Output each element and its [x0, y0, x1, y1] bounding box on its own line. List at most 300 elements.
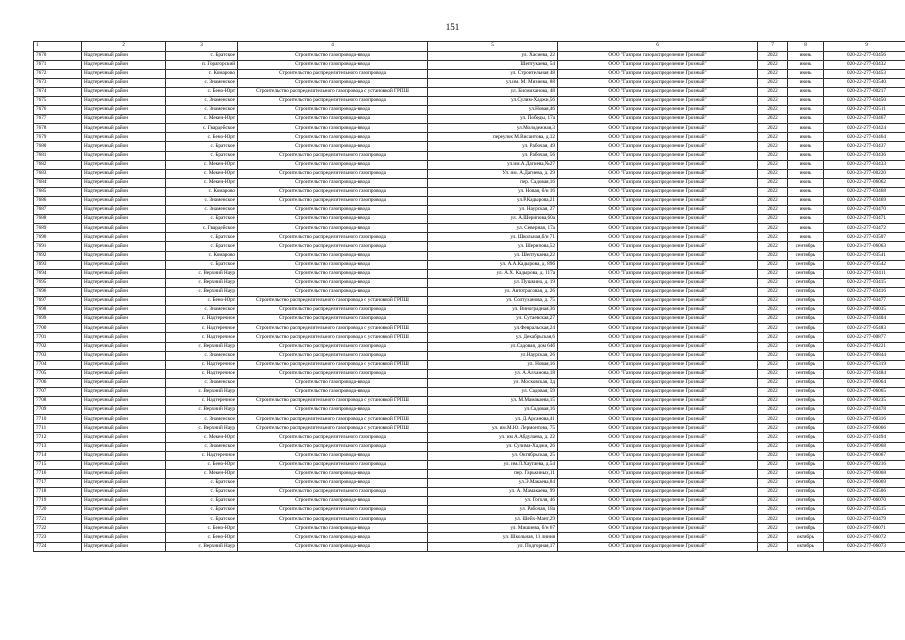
code-cell: 020-23-277-00217 [824, 87, 905, 96]
address-cell: переулок М.Висаитова, д.12 [428, 133, 558, 142]
address-cell: ул. Школьная,б/н 71 [428, 233, 558, 242]
work-type-cell: Строительство распределительного газопровода [238, 197, 428, 206]
work-type-cell: Строительство распределительного газопровода [238, 506, 428, 515]
month-cell: сентябрь [788, 287, 824, 296]
district-cell: Надтеречный район [82, 260, 166, 269]
row-number: 7679 [34, 133, 82, 142]
settlement-cell: с. Комарово [166, 251, 238, 260]
address-cell: ул. Северная, 17а [428, 224, 558, 233]
work-type-cell: Строительство распределительного газопровода с установкой ГРПШ [238, 424, 428, 433]
table-row [34, 433, 905, 442]
address-cell: ул. А.Х. Кадырова, д. 117а [428, 269, 558, 278]
address-cell: ул. Гоголя, 46 [428, 497, 558, 506]
organization-cell: ООО "Газпром газораспределение Грозный" [558, 242, 758, 251]
district-cell: Надтеречный район [82, 333, 166, 342]
code-cell: 020-23-277-06068 [824, 469, 905, 478]
year-cell: 2022 [758, 515, 788, 524]
work-type-cell: Строительство распределительного газопровода [238, 151, 428, 160]
month-cell: сентябрь [788, 378, 824, 387]
row-number: 7701 [34, 333, 82, 342]
row-number: 7706 [34, 378, 82, 387]
row-number: 7723 [34, 533, 82, 542]
work-type-cell: Строительство распределительного газопровода с установкой ГРПШ [238, 297, 428, 306]
district-cell: Надтеречный район [82, 451, 166, 460]
code-cell: 020-23-277-00968 [824, 442, 905, 451]
district-cell: Надтеречный район [82, 478, 166, 487]
row-number: 7688 [34, 215, 82, 224]
address-cell: ул. Шейх-Мант,29 [428, 515, 558, 524]
organization-cell: ООО "Газпром газораспределение Грозный" [558, 206, 758, 215]
row-number: 7680 [34, 142, 82, 151]
settlement-cell: с. Надтеречное [166, 360, 238, 369]
code-cell: 020-22-277-03540 [824, 78, 905, 87]
month-cell: сентябрь [788, 306, 824, 315]
row-number: 7685 [34, 187, 82, 196]
month-cell: июнь [788, 197, 824, 206]
code-cell: 020-22-277-03453 [824, 69, 905, 78]
code-cell: 020-22-277-03467 [824, 115, 905, 124]
organization-cell: ООО "Газпром газораспределение Грозный" [558, 433, 758, 442]
month-cell: сентябрь [788, 387, 824, 396]
address-cell: ул. Виноградная,36 [428, 306, 558, 315]
address-cell: ул. Подгорная,17 [428, 542, 558, 551]
table-row [34, 269, 905, 278]
row-number: 7707 [34, 387, 82, 396]
work-type-cell: Строительство газопровода-ввода [238, 251, 428, 260]
address-cell: ул. им А.Абдулаева, д. 22 [428, 433, 558, 442]
year-cell: 2022 [758, 206, 788, 215]
organization-cell: ООО "Газпром газораспределение Грозный" [558, 215, 758, 224]
row-number: 7678 [34, 124, 82, 133]
address-cell: ул. Д.Арсанова,41 [428, 415, 558, 424]
year-cell: 2022 [758, 524, 788, 533]
month-cell: октябрь [788, 542, 824, 551]
work-type-cell: Строительство распределительного газопровода [238, 433, 428, 442]
month-cell: сентябрь [788, 415, 824, 424]
table-row [34, 233, 905, 242]
address-cell: ул. Бисмиханова, 48 [428, 87, 558, 96]
code-cell: 020-22-277-03471 [824, 215, 905, 224]
table-row [34, 524, 905, 533]
organization-cell: ООО "Газпром газораспределение Грозный" [558, 96, 758, 105]
district-cell: Надтеречный район [82, 197, 166, 206]
organization-cell: ООО "Газпром газораспределение Грозный" [558, 460, 758, 469]
address-cell: ул. Автотрасовая, д. 26 [428, 287, 558, 296]
organization-cell: ООО "Газпром газораспределение Грозный" [558, 278, 758, 287]
organization-cell: ООО "Газпром газораспределение Грозный" [558, 533, 758, 542]
organization-cell: ООО "Газпром газораспределение Грозный" [558, 115, 758, 124]
organization-cell: ООО "Газпром газораспределение Грозный" [558, 415, 758, 424]
code-cell: 020-22-277-03472 [824, 224, 905, 233]
settlement-cell: с. Бено-Юрт [166, 87, 238, 96]
year-cell: 2022 [758, 497, 788, 506]
table-row [34, 78, 905, 87]
year-cell: 2022 [758, 169, 788, 178]
address-cell: ул. Шерипова,52 [428, 242, 558, 251]
organization-cell: ООО "Газпром газораспределение Грозный" [558, 451, 758, 460]
work-type-cell: Строительство распределительного газопровода [238, 442, 428, 451]
year-cell: 2022 [758, 60, 788, 69]
settlement-cell: с. Знаменское [166, 197, 238, 206]
organization-cell: ООО "Газпром газораспределение Грозный" [558, 106, 758, 115]
settlement-cell: с. Знаменское [166, 378, 238, 387]
row-number: 7674 [34, 87, 82, 96]
settlement-cell: с. Бено-Юрт [166, 524, 238, 533]
row-number: 7672 [34, 69, 82, 78]
table-row [34, 351, 905, 360]
table-row [34, 169, 905, 178]
code-cell: 020-22-277-03506 [824, 488, 905, 497]
month-cell: сентябрь [788, 469, 824, 478]
work-type-cell: Строительство распределительного газопровода с установкой ГРПШ [238, 324, 428, 333]
district-cell: Надтеречный район [82, 69, 166, 78]
address-cell: ул.Февральская,24 [428, 324, 558, 333]
row-number: 7690 [34, 233, 82, 242]
year-cell: 2022 [758, 187, 788, 196]
row-number: 7697 [34, 297, 82, 306]
address-cell: ул. Сулима-Хаджи, 26 [428, 442, 558, 451]
table-row [34, 460, 905, 469]
organization-cell: ООО "Газпром газораспределение Грозный" [558, 51, 758, 60]
work-type-cell: Строительство газопровода-ввода [238, 287, 428, 296]
district-cell: Надтеречный район [82, 124, 166, 133]
settlement-cell: с. Верхний Наур [166, 278, 238, 287]
year-cell: 2022 [758, 197, 788, 206]
settlement-cell: с. Знаменское [166, 306, 238, 315]
settlement-cell: с. Братское [166, 515, 238, 524]
code-cell: 020-22-277-03541 [824, 251, 905, 260]
settlement-cell: с. Мекен-Юрт [166, 178, 238, 187]
table-row [34, 333, 905, 342]
organization-cell: ООО "Газпром газораспределение Грозный" [558, 342, 758, 351]
column-header: 1 [34, 42, 82, 52]
table-row [34, 342, 905, 351]
address-cell: ул. А.Алханова,18 [428, 369, 558, 378]
month-cell: июнь [788, 169, 824, 178]
work-type-cell: Строительство распределительного газопровода [238, 488, 428, 497]
organization-cell: ООО "Газпром газораспределение Грозный" [558, 351, 758, 360]
work-type-cell: Строительство газопровода-ввода [238, 215, 428, 224]
settlement-cell: с. Мекен-Юрт [166, 169, 238, 178]
address-cell: ул. Рабочая, 18а [428, 506, 558, 515]
settlement-cell: с. Надтеречное [166, 369, 238, 378]
work-type-cell: Строительство распределительного газопровода [238, 460, 428, 469]
month-cell: сентябрь [788, 333, 824, 342]
year-cell: 2022 [758, 260, 788, 269]
month-cell: июнь [788, 187, 824, 196]
row-number: 7713 [34, 442, 82, 451]
year-cell: 2022 [758, 69, 788, 78]
year-cell: 2022 [758, 297, 788, 306]
month-cell: сентябрь [788, 406, 824, 415]
organization-cell: ООО "Газпром газораспределение Грозный" [558, 60, 758, 69]
code-cell: 020-23-277-00235 [824, 397, 905, 406]
code-cell: 020-23-277-06067 [824, 451, 905, 460]
work-type-cell: Строительство распределительного газопровода [238, 369, 428, 378]
month-cell: июнь [788, 115, 824, 124]
district-cell: Надтеречный район [82, 251, 166, 260]
address-cell: ул. Московская, 3д [428, 378, 558, 387]
year-cell: 2022 [758, 106, 788, 115]
month-cell: июнь [788, 51, 824, 60]
settlement-cell: с. Братское [166, 488, 238, 497]
row-number: 7709 [34, 406, 82, 415]
work-type-cell: Строительство газопровода-ввода [238, 387, 428, 396]
row-number: 7705 [34, 369, 82, 378]
address-cell: ул. Шептукаева,22 [428, 251, 558, 260]
code-cell: 020-22-277-03478 [824, 406, 905, 415]
district-cell: Надтеречный район [82, 87, 166, 96]
district-cell: Надтеречный район [82, 460, 166, 469]
page-number: 151 [445, 22, 460, 32]
work-type-cell: Строительство газопровода-ввода [238, 478, 428, 487]
settlement-cell: с. Мекен-Юрт [166, 115, 238, 124]
settlement-cell: с. Надтеречное [166, 324, 238, 333]
table-row [34, 151, 905, 160]
work-type-cell: Строительство газопровода-ввода [238, 260, 428, 269]
month-cell: сентябрь [788, 324, 824, 333]
month-cell: сентябрь [788, 297, 824, 306]
district-cell: Надтеречный район [82, 187, 166, 196]
row-number: 7676 [34, 106, 82, 115]
table-row [34, 215, 905, 224]
row-number: 7710 [34, 415, 82, 424]
organization-cell: ООО "Газпром газораспределение Грозный" [558, 251, 758, 260]
year-cell: 2022 [758, 488, 788, 497]
gasification-register-table [33, 41, 905, 552]
table-row [34, 206, 905, 215]
organization-cell: ООО "Газпром газораспределение Грозный" [558, 324, 758, 333]
code-cell: 020-22-277-06062 [824, 178, 905, 187]
row-number: 7714 [34, 451, 82, 460]
row-number: 7719 [34, 497, 82, 506]
year-cell: 2022 [758, 506, 788, 515]
year-cell: 2022 [758, 151, 788, 160]
district-cell: Надтеречный район [82, 433, 166, 442]
settlement-cell: с. Знаменское [166, 415, 238, 424]
settlement-cell: п. Горагорский [166, 60, 238, 69]
year-cell: 2022 [758, 478, 788, 487]
settlement-cell: с. Гвардейское [166, 224, 238, 233]
row-number: 7687 [34, 206, 82, 215]
row-number: 7708 [34, 397, 82, 406]
year-cell: 2022 [758, 315, 788, 324]
month-cell: июнь [788, 206, 824, 215]
row-number: 7675 [34, 96, 82, 105]
row-number: 7670 [34, 51, 82, 60]
month-cell: сентябрь [788, 497, 824, 506]
address-cell: ул. Солтуханова, д. 75 [428, 297, 558, 306]
row-number: 7681 [34, 151, 82, 160]
code-cell: 020-22-277-03433 [824, 160, 905, 169]
organization-cell: ООО "Газпром газораспределение Грозный" [558, 233, 758, 242]
row-number: 7692 [34, 251, 82, 260]
table-row [34, 397, 905, 406]
district-cell: Надтеречный район [82, 151, 166, 160]
month-cell: сентябрь [788, 242, 824, 251]
year-cell: 2022 [758, 251, 788, 260]
row-number: 7699 [34, 315, 82, 324]
district-cell: Надтеречный район [82, 78, 166, 87]
month-cell: июнь [788, 151, 824, 160]
year-cell: 2022 [758, 387, 788, 396]
table-row [34, 260, 905, 269]
year-cell: 2022 [758, 215, 788, 224]
row-number: 7716 [34, 469, 82, 478]
month-cell: сентябрь [788, 488, 824, 497]
settlement-cell: с. Надтеречное [166, 397, 238, 406]
address-cell: ул.Садовая,16 [428, 406, 558, 415]
month-cell: сентябрь [788, 315, 824, 324]
district-cell: Надтеречный район [82, 169, 166, 178]
address-cell: ул. им.Л.Хаутаева, д.54 [428, 460, 558, 469]
settlement-cell: с. Братское [166, 215, 238, 224]
register-body [34, 51, 905, 551]
work-type-cell: Строительство газопровода-ввода [238, 406, 428, 415]
address-cell: ул. А.А.Кадырова, д. 89б [428, 260, 558, 269]
organization-cell: ООО "Газпром газораспределение Грозный" [558, 133, 758, 142]
row-number: 7689 [34, 224, 82, 233]
work-type-cell: Строительство распределительного газопровода с установкой ГРПШ [238, 333, 428, 342]
row-number: 7686 [34, 197, 82, 206]
district-cell: Надтеречный район [82, 306, 166, 315]
address-cell: ул.Наурская, 26 [428, 351, 558, 360]
organization-cell: ООО "Газпром газораспределение Грозный" [558, 69, 758, 78]
work-type-cell: Строительство газопровода-ввода [238, 115, 428, 124]
code-cell: 020-23-277-06069 [824, 478, 905, 487]
table-row [34, 324, 905, 333]
district-cell: Надтеречный район [82, 469, 166, 478]
code-cell: 020-23-277-00220 [824, 169, 905, 178]
table-row [34, 178, 905, 187]
organization-cell: ООО "Газпром газораспределение Грозный" [558, 478, 758, 487]
code-cell: 020-22-277-03437 [824, 142, 905, 151]
row-number: 7696 [34, 287, 82, 296]
table-row [34, 497, 905, 506]
table-row [34, 515, 905, 524]
month-cell: июнь [788, 224, 824, 233]
address-cell: ул. Строительная 48 [428, 69, 558, 78]
table-row [34, 469, 905, 478]
table-row [34, 424, 905, 433]
code-cell: 020-23-277-06072 [824, 533, 905, 542]
organization-cell: ООО "Газпром газораспределение Грозный" [558, 542, 758, 551]
address-cell: ул. Новая,16 [428, 360, 558, 369]
address-cell: ул. Новая, б/н 16 [428, 187, 558, 196]
settlement-cell: с. Гвардейское [166, 124, 238, 133]
work-type-cell: Строительство газопровода-ввода [238, 124, 428, 133]
organization-cell: ООО "Газпром газораспределение Грозный" [558, 424, 758, 433]
year-cell: 2022 [758, 333, 788, 342]
district-cell: Надтеречный район [82, 360, 166, 369]
organization-cell: ООО "Газпром газораспределение Грозный" [558, 524, 758, 533]
organization-cell: ООО "Газпром газораспределение Грозный" [558, 333, 758, 342]
work-type-cell: Строительство распределительного газопровода [238, 242, 428, 251]
table-row [34, 242, 905, 251]
table-row [34, 224, 905, 233]
code-cell: 020-23-277-00844 [824, 351, 905, 360]
organization-cell: ООО "Газпром газораспределение Грозный" [558, 469, 758, 478]
table-row [34, 506, 905, 515]
address-cell: ул.Садовая, дом 64б [428, 342, 558, 351]
code-cell: 020-23-277-00316 [824, 415, 905, 424]
district-cell: Надтеречный район [82, 269, 166, 278]
row-number: 7683 [34, 169, 82, 178]
district-cell: Надтеречный район [82, 51, 166, 60]
organization-cell: ООО "Газпром газораспределение Грозный" [558, 297, 758, 306]
month-cell: сентябрь [788, 351, 824, 360]
settlement-cell: с. Бено-Юрт [166, 297, 238, 306]
row-number: 7724 [34, 542, 82, 551]
month-cell: июнь [788, 215, 824, 224]
column-header: 6 [558, 42, 758, 52]
code-cell: 020-22-277-05483 [824, 324, 905, 333]
code-cell: 020-23-277-06065 [824, 387, 905, 396]
district-cell: Надтеречный район [82, 297, 166, 306]
district-cell: Надтеречный район [82, 115, 166, 124]
code-cell: 020-22-277-05319 [824, 360, 905, 369]
address-cell: ул. Сутаевская,27 [428, 315, 558, 324]
column-header: 5 [428, 42, 558, 52]
month-cell: сентябрь [788, 269, 824, 278]
year-cell: 2022 [758, 415, 788, 424]
district-cell: Надтеречный район [82, 242, 166, 251]
settlement-cell: с. Бено-Юрт [166, 460, 238, 469]
district-cell: Надтеречный район [82, 424, 166, 433]
month-cell: сентябрь [788, 424, 824, 433]
organization-cell: ООО "Газпром газораспределение Грозный" [558, 269, 758, 278]
row-number: 7720 [34, 506, 82, 515]
work-type-cell: Строительство газопровода-ввода [238, 78, 428, 87]
month-cell: июнь [788, 106, 824, 115]
address-cell: Шептукаева, 54 [428, 60, 558, 69]
code-cell: 020-22-277-03494 [824, 433, 905, 442]
month-cell: июнь [788, 160, 824, 169]
work-type-cell: Строительство газопровода-ввода [238, 278, 428, 287]
code-cell: 020-22-277-03507 [824, 233, 905, 242]
work-type-cell: Строительство газопровода-ввода [238, 269, 428, 278]
address-cell: ул. Школьная, 11 линия [428, 533, 558, 542]
district-cell: Надтеречный район [82, 206, 166, 215]
row-number: 7682 [34, 160, 82, 169]
month-cell: июнь [788, 87, 824, 96]
address-cell: ул. Декабрьская,6 [428, 333, 558, 342]
row-number: 7722 [34, 524, 82, 533]
month-cell: июнь [788, 133, 824, 142]
row-number: 7694 [34, 269, 82, 278]
settlement-cell: с. Братское [166, 151, 238, 160]
work-type-cell: Строительство распределительного газопровода [238, 187, 428, 196]
settlement-cell: с. Верхний Наур [166, 406, 238, 415]
district-cell: Надтеречный район [82, 369, 166, 378]
district-cell: Надтеречный район [82, 142, 166, 151]
year-cell: 2022 [758, 406, 788, 415]
organization-cell: ООО "Газпром газораспределение Грозный" [558, 169, 758, 178]
table-row [34, 96, 905, 105]
address-cell: ул.Новая,46 [428, 106, 558, 115]
work-type-cell: Строительство распределительного газопровода [238, 342, 428, 351]
organization-cell: ООО "Газпром газораспределение Грозный" [558, 160, 758, 169]
district-cell: Надтеречный район [82, 397, 166, 406]
year-cell: 2022 [758, 178, 788, 187]
code-cell: 020-22-277-03468 [824, 187, 905, 196]
settlement-cell: с. Верхний Наур [166, 342, 238, 351]
organization-cell: ООО "Газпром газораспределение Грозный" [558, 224, 758, 233]
organization-cell: ООО "Газпром газораспределение Грозный" [558, 78, 758, 87]
address-cell: ул. Рабочая, 56 [428, 151, 558, 160]
settlement-cell: с. Верхний Наур [166, 287, 238, 296]
row-number: 7711 [34, 424, 82, 433]
